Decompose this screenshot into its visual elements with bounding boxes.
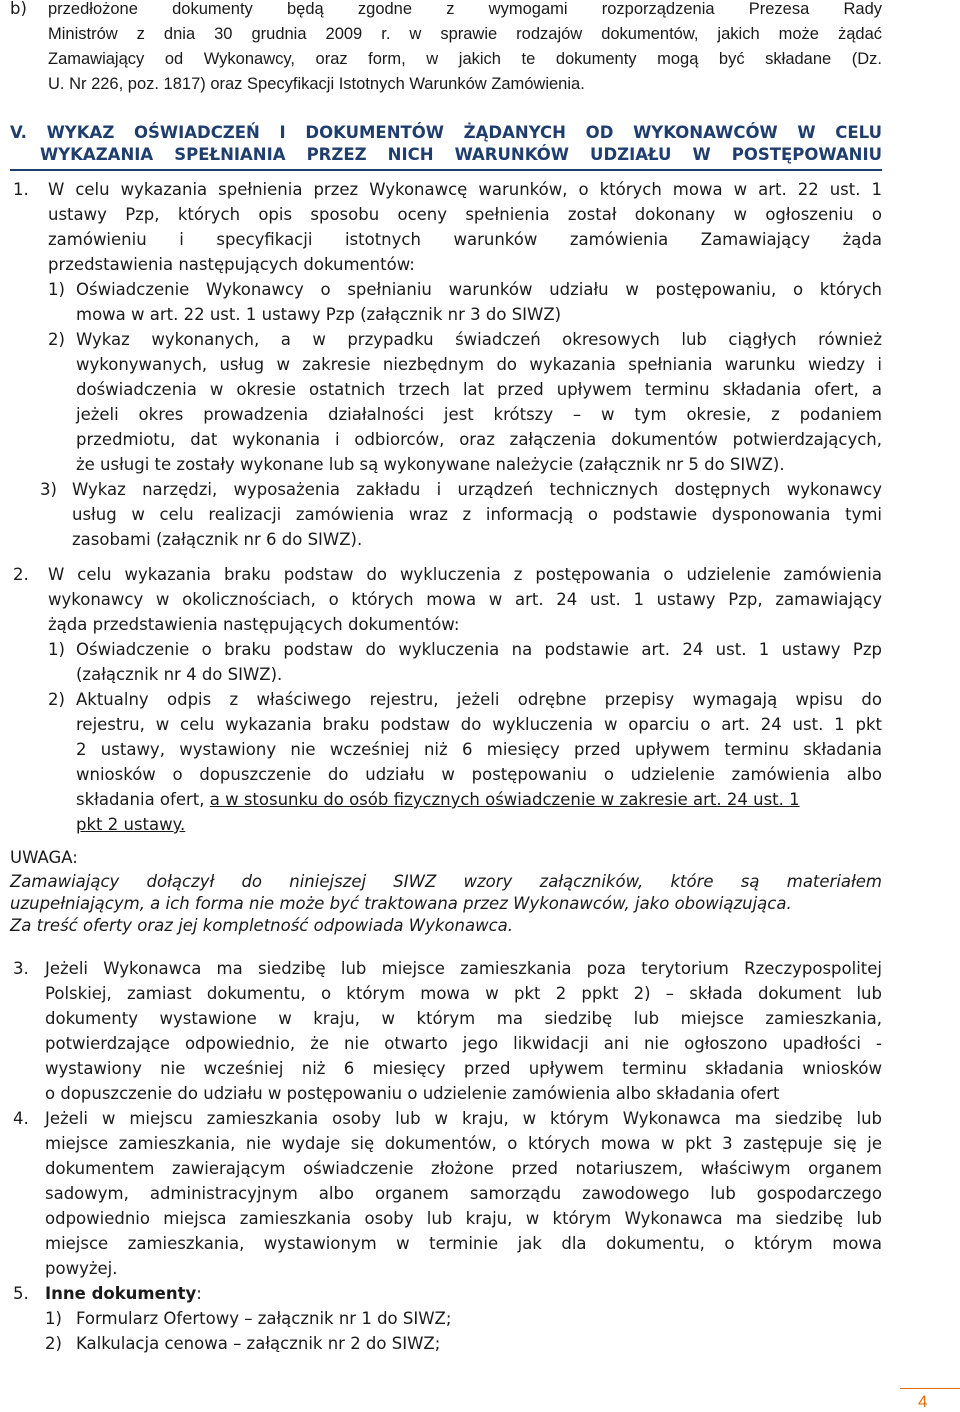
list-marker: 1): [45, 1309, 62, 1328]
paragraph-line: żąda przedstawienia następujących dokumentów:: [48, 615, 460, 634]
list-marker: 1): [48, 280, 65, 299]
item-b-line: U. Nr 226, poz. 1817) oraz Specyfikacji Istotnych Warunków Zamówienia.: [48, 75, 585, 93]
paragraph-line: miejsce zamieszkania, nie wydaje się dokumentów, o których mowa w pkt 3 zastępuje się je: [45, 1134, 882, 1153]
item-b-line: Ministrów z dnia 30 grudnia 2009 r. w sprawie rodzajów dokumentów, jakich może żądać: [48, 25, 882, 43]
paragraph-line: Jeżeli Wykonawca ma siedzibę lub miejsce zamieszkania poza terytorium Rzeczypospolitej: [45, 959, 882, 978]
list-marker: 2): [45, 1334, 62, 1353]
paragraph-number: 2.: [13, 565, 29, 584]
paragraph-line: potwierdzające odpowiednio, że nie otwarto jego likwidacji ani nie ogłoszono upadłości -: [45, 1034, 882, 1053]
underlined-text: a w stosunku do osób fizycznych oświadczenie w zakresie art. 24 ust. 1: [209, 790, 800, 809]
paragraph-number: 4.: [13, 1109, 29, 1128]
list-marker: 2): [48, 690, 65, 709]
paragraph-line: zamówieniu i specyfikacji istotnych warunków zamówienia Zamawiający żąda: [48, 230, 882, 249]
list-item-line: wykonywanych, usług w zakresie niezbędnym do wykazania spełniania warunku wiedzy i: [76, 355, 882, 374]
list-item-line: rejestru, w celu wykazania braku podstaw do wykluczenia w oparciu o art. 24 ust. 1 pkt: [76, 715, 882, 734]
paragraph-line: wykonawcy w okolicznościach, o których mowa w art. 24 ust. 1 ustawy Pzp, zamawiający: [48, 590, 882, 609]
paragraph-line: o dopuszczenie do udziału w postępowaniu o udzielenie zamówienia albo składania ofert: [45, 1084, 780, 1103]
section-heading-line: V. WYKAZ OŚWIADCZEŃ I DOKUMENTÓW ŻĄDANYCH OD WYKONAWCÓW W CELU: [10, 123, 882, 142]
list-item-line: Oświadczenie Wykonawcy o spełnianiu warunków udziału w postępowaniu, o których: [76, 280, 882, 299]
note-line: Zamawiający dołączył do niniejszej SIWZ wzory załączników, które są materiałem: [10, 872, 882, 891]
section-title: [45, 1282, 202, 1306]
paragraph-line: dokumentem zawierającym oświadczenie złożone przed notariuszem, właściwym organem: [45, 1159, 882, 1178]
paragraph-line: przedstawienia następujących dokumentów:: [48, 255, 415, 274]
list-item-line: (załącznik nr 4 do SIWZ).: [76, 665, 283, 684]
list-item-line: Formularz Ofertowy – załącznik nr 1 do SIWZ;: [76, 1309, 452, 1328]
note-label: UWAGA:: [10, 848, 78, 867]
item-b-line: Zamawiający od Wykonawcy, oraz form, w jakich te dokumenty mogą być składane (Dz.: [48, 50, 882, 68]
list-item-line: doświadczenia w okresie ostatnich trzech lat przed upływem terminu składania ofert, a: [76, 380, 882, 399]
list-item-line: 2 ustawy, wystawiony nie wcześniej niż 6 miesięcy przed upływem terminu składania: [76, 740, 882, 759]
paragraph-line: wystawiony nie wcześniej niż 6 miesięcy przed upływem terminu składania wniosków: [45, 1059, 882, 1078]
footer-rule: [900, 1388, 960, 1389]
list-marker: 2): [48, 330, 65, 349]
paragraph-line: Polskiej, zamiast dokumentu, o którym mowa w pkt 2 ppkt 2) – składa dokument lub: [45, 984, 882, 1003]
paragraph-line: ustawy Pzp, których opis sposobu oceny spełnienia został dokonany w ogłoszeniu o: [48, 205, 882, 224]
note-line: Za treść oferty oraz jej kompletność odpowiada Wykonawca.: [10, 916, 514, 935]
paragraph-line: dokumenty wystawione w kraju, w którym ma siedzibę lub miejsce zamieszkania,: [45, 1009, 882, 1028]
list-item-line: zasobami (załącznik nr 6 do SIWZ).: [72, 530, 363, 549]
section-heading: [10, 121, 882, 171]
paragraph-line: W celu wykazania braku podstaw do wykluczenia z postępowania o udzielenie zamówienia: [48, 565, 882, 584]
list-item-line: Wykaz wykonanych, a w przypadku świadczeń okresowych lub ciągłych również: [76, 330, 882, 349]
section-title-colon: :: [196, 1284, 202, 1303]
paragraph-line: Jeżeli w miejscu zamieszkania osoby lub w kraju, w którym Wykonawca ma siedzibę lub: [45, 1109, 882, 1128]
underlined-text: pkt 2 ustawy.: [76, 815, 186, 834]
section-heading-line: WYKAZANIA SPEŁNIANIA PRZEZ NICH WARUNKÓW UDZIAŁU W POSTĘPOWANIU: [40, 145, 882, 164]
list-item-line: Oświadczenie o braku podstaw do wykluczenia na podstawie art. 24 ust. 1 ustawy Pzp: [76, 640, 882, 659]
list-item-line: Kalkulacja cenowa – załącznik nr 2 do SIWZ;: [76, 1334, 441, 1353]
list-item-line: [76, 788, 882, 812]
paragraph-line: sadowym, administracyjnym albo organem samorządu zawodowego lub gospodarczego: [45, 1184, 882, 1203]
list-item-line: przedmiotu, dat wykonania i odbiorców, oraz załączenia dokumentów potwierdzających,: [76, 430, 882, 449]
page-number: 4: [918, 1392, 928, 1411]
item-b-line: przedłożone dokumenty będą zgodne z wymogami rozporządzenia Prezesa Rady: [48, 0, 882, 18]
list-item-line: usług w celu realizacji zamówienia wraz z informacją o podstawie dysponowania tymi: [72, 505, 882, 524]
paragraph-line: miejsce zamieszkania, wystawionym w terminie jak dla dokumentu, o którym mowa: [45, 1234, 882, 1253]
list-item-text: składania ofert,: [76, 790, 210, 809]
list-item-line: Wykaz narzędzi, wyposażenia zakładu i urządzeń technicznych dostępnych wykonawcy: [72, 480, 882, 499]
list-marker: 3): [40, 480, 57, 499]
paragraph-line: odpowiednio miejsca zamieszkania osoby lub kraju, w którym Wykonawca ma siedzibę lub: [45, 1209, 882, 1228]
list-item-line: że usługi te zostały wykonane lub są wykonywane należycie (załącznik nr 5 do SIWZ).: [76, 455, 785, 474]
note-line: uzupełniającym, a ich forma nie może być traktowana przez Wykonawców, jako obowiązująca.: [10, 894, 792, 913]
paragraph-line: powyżej.: [45, 1259, 118, 1278]
list-item-line: wniosków o dopuszczenie do udziału w postępowaniu o udzielenie zamówienia albo: [76, 765, 882, 784]
list-marker: 1): [48, 640, 65, 659]
paragraph-line: W celu wykazania spełnienia przez Wykonawcę warunków, o których mowa w art. 22 ust. 1: [48, 180, 882, 199]
paragraph-number: 5.: [13, 1284, 29, 1303]
list-item-line: mowa w art. 22 ust. 1 ustawy Pzp (załącznik nr 3 do SIWZ): [76, 305, 562, 324]
item-b-marker: b): [10, 0, 27, 18]
list-item-line: jeżeli okres prowadzenia działalności jest krótszy – w tym okresie, z podaniem: [76, 405, 882, 424]
list-item-line: Aktualny odpis z właściwego rejestru, jeżeli odrębne przepisy wymagają wpisu do: [76, 690, 882, 709]
paragraph-number: 1.: [13, 180, 29, 199]
paragraph-number: 3.: [13, 959, 29, 978]
section-title-text: Inne dokumenty: [45, 1284, 197, 1303]
